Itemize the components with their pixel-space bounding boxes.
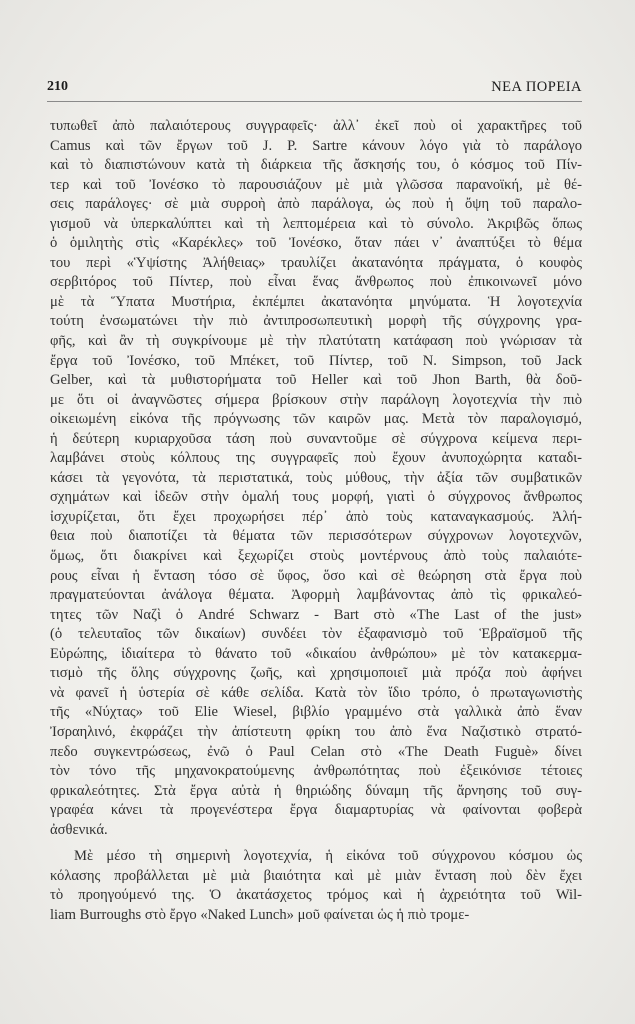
text-line: τερ καὶ τοῦ Ἰονέσκο τὸ παρουσιάζουν μὲ μιὰ γλῶσσα παρανοϊκή, μὲ θέ- [50,176,582,193]
text-line: ὁ ὁμιλητὴς στὶς «Καρέκλες» τοῦ Ἰονέσκο, ὅταν πάει ν᾽ ἀναπτύξει τὸ θέμα [50,235,582,252]
text-line: Camus καὶ τῶν ἔργων τοῦ J. P. Sartre κάνουν λόγο γιὰ τὸ παράλογο [50,137,582,154]
page-header [47,75,582,99]
text-line: τυπωθεῖ ἀπὸ παλαιότερους συγγραφεῖς· ἀλλ᾽ ἐκεῖ ποὺ οἱ χαρακτῆρες τοῦ [50,118,582,134]
text-line: με ὅτι οἱ ἀναγνῶστες σήμερα βρίσκουν στὴν παράλογη λογοτεχνία τὴν πιὸ [50,391,582,408]
text-line: ἰσχυρίζεται, ὅτι ἔχει προχωρήσει πέρ᾽ ἀπὸ τοὺς καταναγκασμούς. Ἀλή- [50,508,582,525]
text-line: ἡ δεύτερη κυριαρχοῦσα τάση ποὺ συναντοῦμε σὲ σύγχρονα κείμενα περι- [50,430,582,447]
text-line: ἀσθενικά. [50,821,108,838]
text-line: μὲ τὰ Ὕπατα Μυστήρια, ἐκπέμπει ἀκατανόητα μηνύματα. Ἡ λογοτεχνία [50,293,582,310]
text-line: Εὐρώπης, ἰδιαίτερα τὸ θάνατο τοῦ «δικαίου ἀνθρώπου» μὲ τὸν κατακερμα- [50,645,582,662]
text-line: λαμβάνει στοὺς κόλπους της συγγραφεῖς ποὺ ἔχουν ἀνυποχώρητα καταδι- [50,450,582,467]
paragraph-1 [50,117,582,840]
text-line: Ἰσραηλινό, ἐκφράζει τὴν ἀπίστευτη φρίκη του ἀπὸ ἕνα Ναζιστικὸ στρατό- [50,723,582,740]
text-line: οἰκειωμένη εἰκόνα τῆς πρόγνωσης τῶν καιρῶν μας. Μετὰ τὸν παραλογισμό, [50,411,582,428]
text-line: τῆς «Νύχτας» τοῦ Elie Wiesel, βιβλίο γραμμένο στὰ γαλλικὰ ἀπὸ ἕναν [50,704,582,721]
text-line: φῆς, καὶ ἂν τὴ συγκρίνουμε μὲ τὴν πλατύτατη κατάφαση ποὺ γνώρισαν τὰ [50,333,582,350]
text-line: σερβιτόρος τοῦ Πίντερ, ποὺ εἶναι ἕνας ἄνθρωπος ποὺ ἐπικοινωνεῖ μόνο [50,274,582,291]
text-line: τητες τῶν Ναζὶ ὁ André Schwarz - Bart στὸ «The Last of the just» [50,606,582,623]
text-line: πεδο συγκεντρώσεως, ἐνῶ ὁ Paul Celan στὸ «The Death Fuguè» δίνει [50,743,582,760]
header-rule [47,101,582,102]
text-line: νὰ φανεῖ ἡ ὑστερία σὲ κάθε σελίδα. Κατὰ τὸν ἴδιο τρόπο, ὁ πρωταγωνιστὴς [50,684,582,701]
paragraph-gap [50,840,582,847]
text-line: γισμοῦ νὰ ὑπερκαλύπτει καὶ τὴ λεπτομέρεια καὶ τὸ σύνολο. Ἀκριβῶς ὅπως [50,215,582,232]
text-line: πραγματεύονται ἀνάλογα θέματα. Ἀφορμὴ λαμβάνοντας ἀπὸ τὶς φρικαλεό- [50,587,582,604]
body-text [50,117,582,925]
page-number: 210 [47,79,68,94]
text-line: γραφέα κάνει τὰ προγενέστερα ἔργα διαμαρτυρίας νὰ φαίνονται φοβερὰ [50,802,582,819]
text-line: κάσει τὰ γεγονότα, τὰ περιστατικά, τοὺς μύθους, τὴν ἀξία τῶν συμβατικῶν [50,469,582,486]
text-line: Μὲ μέσο τὴ σημερινὴ λογοτεχνία, ἡ εἰκόνα τοῦ σύγχρονου κόσμου ὡς [74,848,582,865]
text-line: τισμὸ τῆς ὅλης σύγχρονης ζωῆς, καὶ χρησιμοποιεῖ μιὰ πρόζα ποὺ ἀφήνει [50,665,582,682]
text-line: ἔργα τοῦ Ἰονέσκο, τοῦ Μπέκετ, τοῦ Πίντερ, τοῦ N. Simpson, τοῦ Jack [50,352,582,369]
text-line: ρους εἶναι ἡ ἔνταση τόσο σὲ ὕφος, ὅσο καὶ σὲ θεώρηση στὰ ἔργα ποὺ [50,567,582,584]
text-line: καὶ τὸ διαπιστώνουν κατὰ τὴ διάρκεια τῆς ἄσκησής του, ὁ κόσμος τοῦ Πίν- [50,157,582,174]
text-line: κόλασης προβάλλεται μὲ μιὰ βιαιότητα καὶ μὲ μιὰν ἔνταση ποὺ δὲν ἔχει [50,867,582,884]
text-line: θεια ποὺ διαποτίζει τὰ θέματα τῶν περισσότερων σύγχρονων λογοτεχνῶν, [50,528,582,545]
text-line: τούτη ἐνσωματώνει τὴν πιὸ ἀντιπροσωπευτικὴ μορφὴ τῆς σύγχρονης γρα- [50,313,582,330]
text-line: σεις παράλογες· σὲ μιὰ συρροὴ ἀπὸ παράλογα, ὡς ποὺ ἡ ὄψη τοῦ παραλο- [50,196,582,213]
text-line: τὸ προηγούμενό της. Ὁ ἀκατάσχετος τρόμος καὶ ἡ ἀχρειότητα τοῦ Wil- [50,887,582,904]
text-line: φρικαλεότητες. Στὰ ἔργα αὐτὰ ἡ θηριώδης δύναμη τῆς ἄρνησης τοῦ συγ- [50,782,582,799]
text-line: τὸν τόνο τῆς μηχανοκρατούμενης ἀνθρωπότητας ποὺ ἐξεικόνισε τέτοιες [50,763,582,780]
text-line: σχημάτων καὶ ἰδεῶν στὴν ὁμαλή τους μορφή, γιατὶ ὁ σύγχρονος ἄνθρωπος [50,489,582,506]
text-line: (ὁ τελευταῖος τῶν δικαίων) συνδέει τὸν ἐξαφανισμὸ τοῦ Ἑβραϊσμοῦ τῆς [50,626,582,643]
text-line: Gelber, καὶ τὰ μυθιστορήματα τοῦ Heller καὶ τοῦ Jhon Barth, θὰ δοῦ- [50,372,582,389]
text-line: liam Burroughs στὸ ἔργο «Naked Lunch» μοῦ φαίνεται ὡς ἡ πιὸ τρομε- [50,906,470,923]
text-line: ὅμως, ὅτι διακρίνει καὶ ξεχωρίζει στοὺς μοντέρνους ἀπὸ τοὺς παλαιότε- [50,548,582,565]
running-head: ΝΕΑ ΠΟΡΕΙΑ [491,79,582,95]
paragraph-2 [50,847,582,925]
text-line: του περὶ «Ὑψίστης Ἀλήθειας» τραυλίζει ἀκατανόητα πράγματα, ὁ κουφὸς [50,254,582,271]
